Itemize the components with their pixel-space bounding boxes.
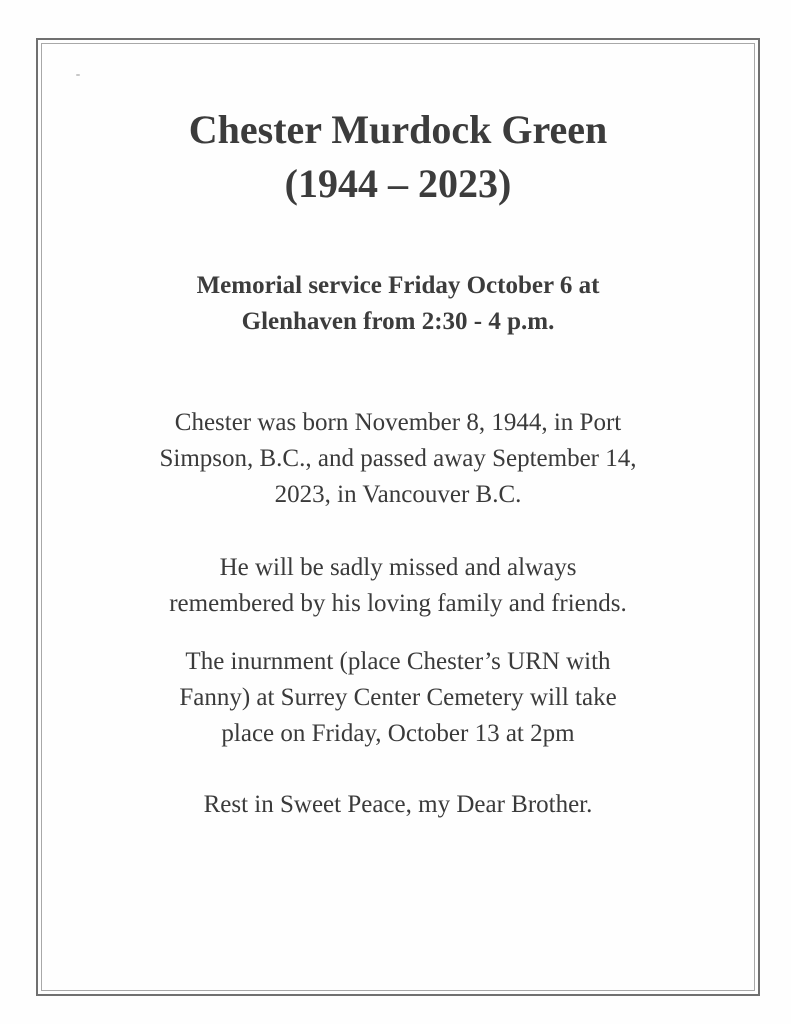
paragraph-line: 2023, in Vancouver B.C. — [274, 481, 522, 508]
paragraph-line: remembered by his loving family and friends. — [169, 590, 627, 617]
remembrance-paragraph — [41, 550, 755, 622]
paragraph-line: Simpson, B.C., and passed away September 14, — [159, 445, 637, 472]
deceased-name-title — [41, 103, 755, 211]
service-line: Glenhaven from 2:30 - 4 p.m. — [241, 308, 555, 335]
service-line: Memorial service Friday October 6 at — [196, 272, 600, 299]
paragraph-line: He will be sadly missed and always — [219, 554, 577, 581]
paragraph-line: Fanny) at Surrey Center Cemetery will take — [179, 684, 617, 711]
paragraph-line: The inurnment (place Chester’s URN with — [185, 648, 611, 675]
closing-line: Rest in Sweet Peace, my Dear Brother. — [203, 791, 593, 818]
inurnment-paragraph — [41, 644, 755, 752]
scan-speck — [76, 74, 80, 76]
paragraph-line: Chester was born November 8, 1944, in Port — [174, 409, 622, 436]
memorial-service-details — [41, 268, 755, 340]
birth-death-paragraph — [41, 405, 755, 513]
life-dates-line: (1944 – 2023) — [284, 161, 512, 206]
name-line: Chester Murdock Green — [188, 107, 608, 152]
paragraph-line: place on Friday, October 13 at 2pm — [221, 720, 575, 747]
